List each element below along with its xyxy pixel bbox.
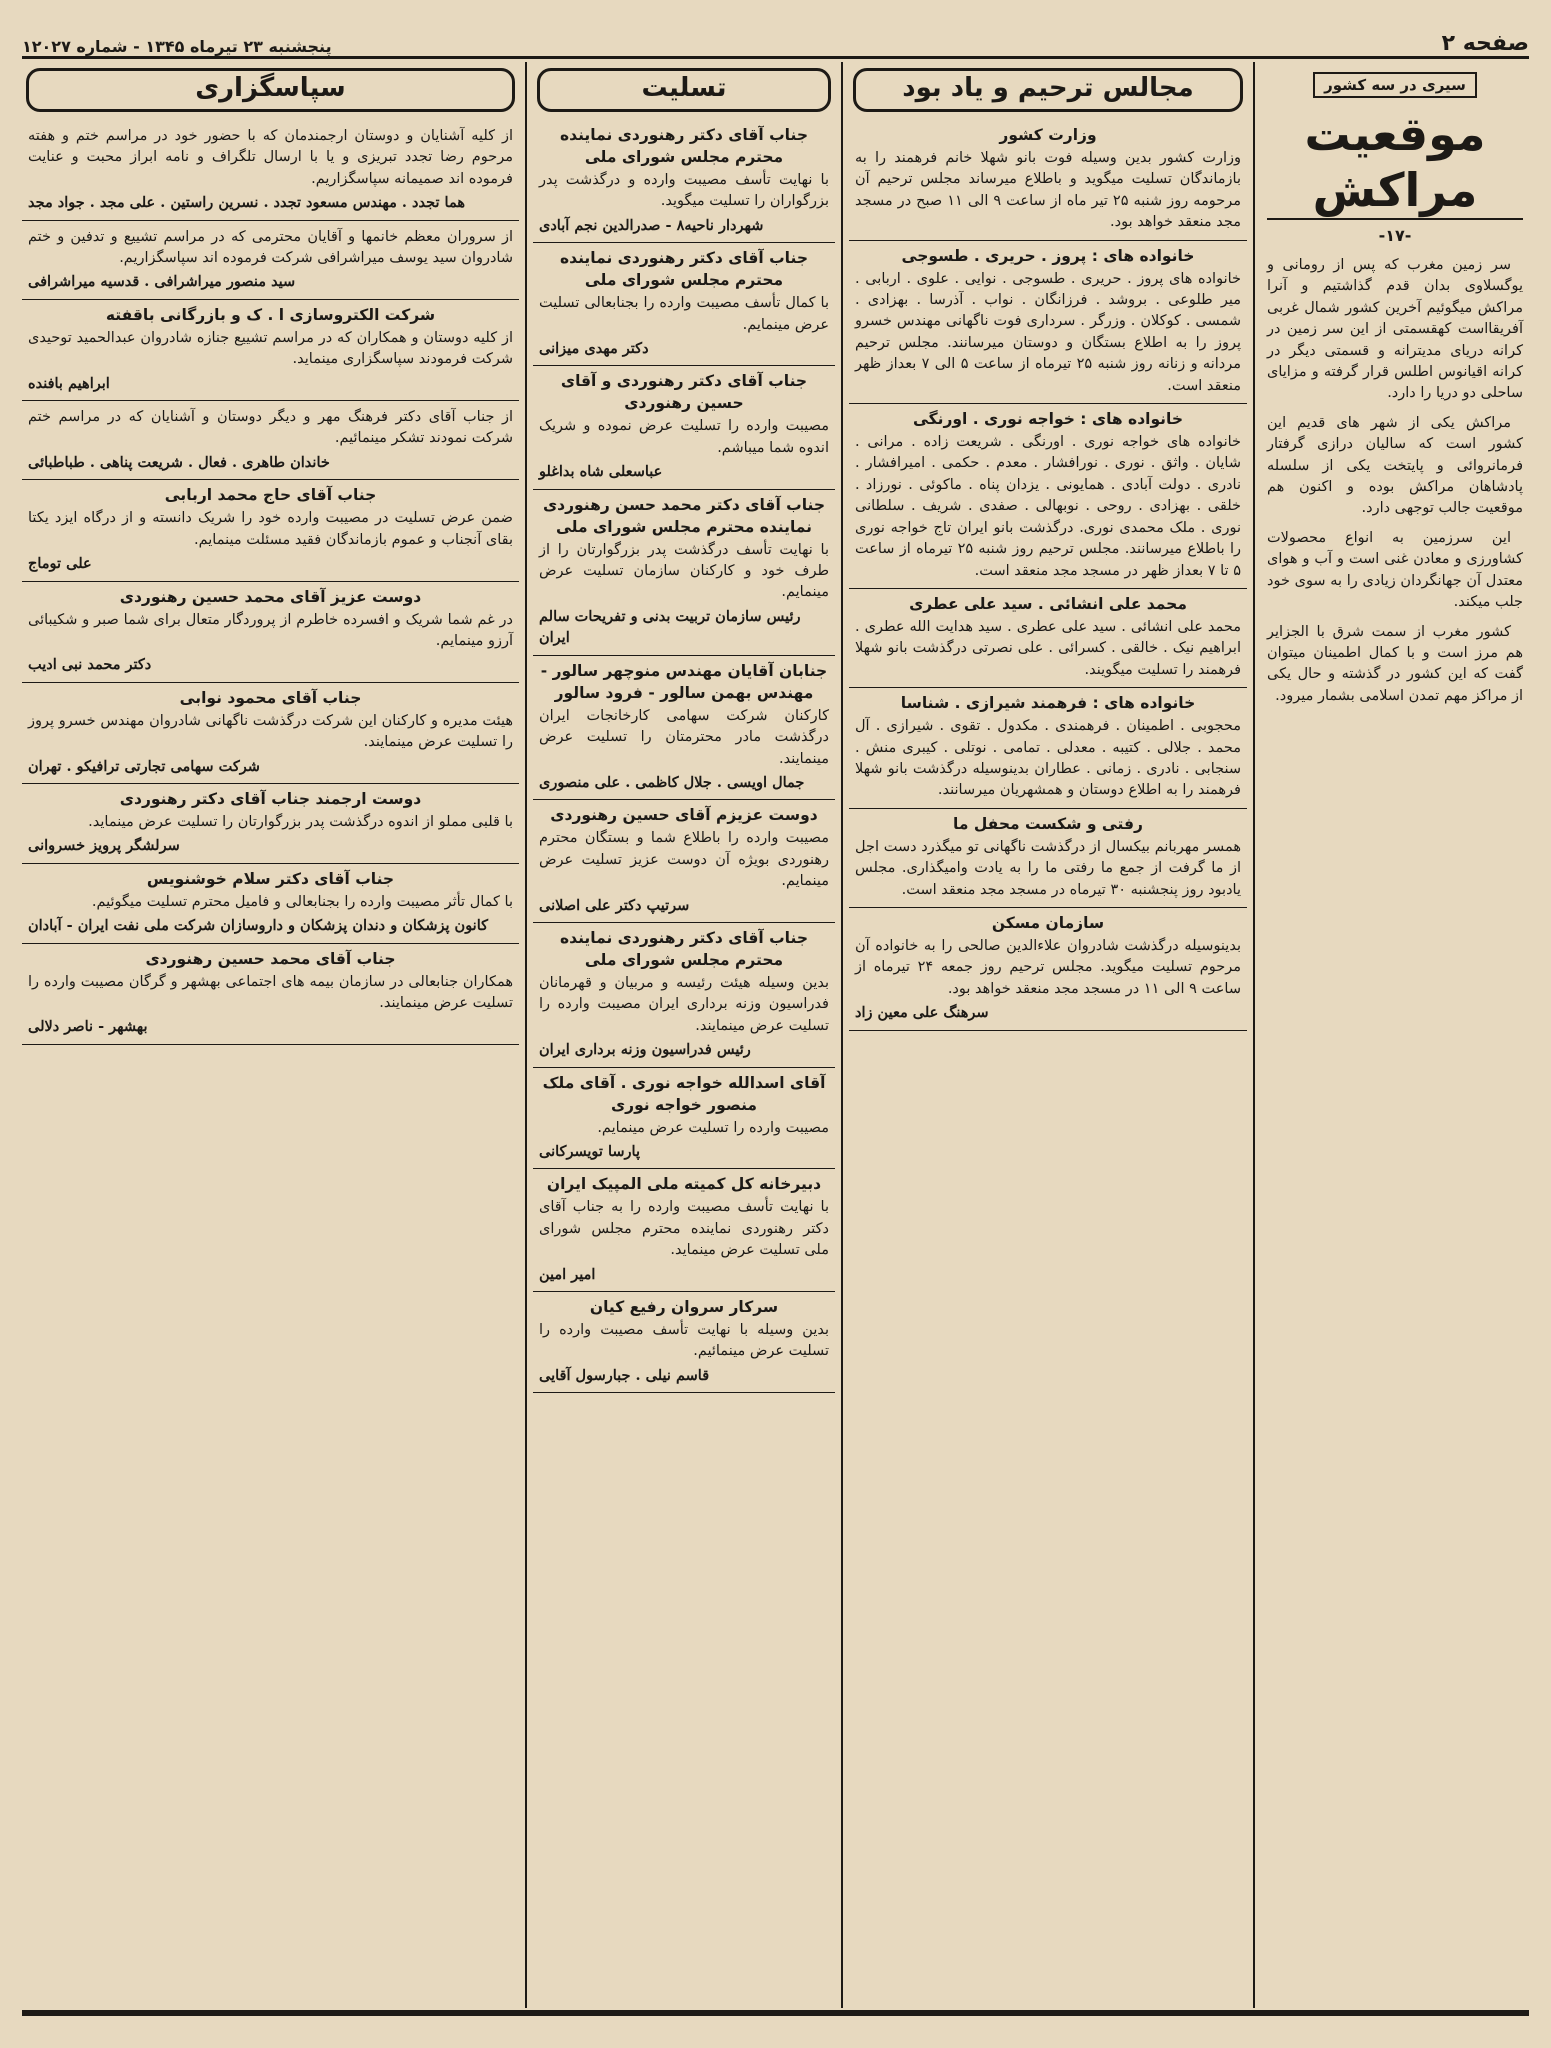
notice-title: سرکار سروان رفیع کیان — [589, 1298, 779, 1316]
thanks-notice — [22, 120, 519, 221]
article-title: موقعیت مراکش — [1267, 106, 1523, 220]
notice-signature: سرهنگ علی معین زاد — [855, 1004, 989, 1022]
thanks-notice — [22, 221, 519, 300]
condolence-notice — [533, 1169, 835, 1292]
page-header — [22, 20, 1529, 59]
condolence-column — [533, 62, 835, 2008]
notice-signature: سرلشگر پرویز خسروانی — [28, 837, 180, 855]
memorial-notice — [849, 688, 1247, 809]
condolence-notice — [533, 120, 835, 243]
notice-title: دبیرخانه کل کمیته ملی المپیک ایران — [546, 1175, 822, 1194]
notice-body: مصیبت وارده را باطلاع شما و بستگان محترم رهنوردی بویژه آن دوست عزیز تسلیت عرض مینمایم. — [539, 830, 829, 890]
notice-title: خانواده های : فرهمند شیرازی . شناسا — [900, 694, 1196, 713]
notice-signature: خاندان طاهری . فعال . شریعت پناهی . طباطبائی — [28, 453, 330, 471]
notice-title: شرکت الکتروسازی ا . ک و بازرگانی باقفته — [105, 305, 436, 324]
notice-title: سازمان مسکن — [991, 913, 1105, 932]
notice-body: محجوبی . اطمینان . فرهمندی . مکدول . تقوی . شیرازی . آل محمد . جلالی . کتیبه . معدلی . تمامی . نوتلی . کیبری منش . سنجابی . نادری . زمانی . عطاران بدینوسیله درگذشت بانو شهلا فرهمند را به اطلاع دوستان و همشهریان میرسانند. — [855, 718, 1241, 799]
notice-signature: دکتر محمد نبی ادیب — [28, 656, 152, 674]
notice-title: جناب آقای دکتر رهنوردی و آقای حسین رهنوردی — [560, 372, 808, 413]
notice-title: جناب آقای دکتر رهنوردی نماینده محترم مجلس شورای ملی — [560, 126, 808, 166]
condolence-notice — [533, 1292, 835, 1393]
thanks-notice — [22, 480, 519, 581]
notice-signature: علی توماج — [28, 555, 92, 573]
notice-title: خانواده های : پروز . حریری . طسوجی — [901, 246, 1195, 265]
notice-body: مصیبت وارده را تسلیت عرض مینمایم. — [597, 1119, 829, 1136]
article-column — [1261, 62, 1529, 2008]
notice-signature: قاسم نیلی . جبارسول آقایی — [539, 1366, 710, 1384]
notice-signature: دکتر مهدی میزانی — [539, 340, 649, 358]
notice-body: خانواده های پروز . حریری . طسوجی . نوایی . علوی . اربابی . میر طلوعی . بروشد . فرزانگان . نواب . آذرسا . بهزادی . شمسی . کوکلان . وزرگر . سرداری فوت ناگهانی مهندس خسرو پروز را به اطلاع بستگان و دوستان میرسانند. مجلس ترحیم مردانه و زنانه روز شنبه ۲۵ تیرماه از ساعت ۵ الی ۷ بعداز ظهر منعقد است. — [855, 270, 1241, 394]
article-paragraph: کشور مغرب از سمت شرق با الجزایر هم مرز است و با کمال اطمینان میتوان گفت که این کشور در گذشته و حال یکی از مراکز مهم تمدن اسلامی بشمار میرود. — [1267, 623, 1523, 704]
thanks-notice — [22, 300, 519, 401]
notice-title: جنابان آقایان مهندس منوچهر سالور - مهندس بهمن سالور - فرود سالور — [540, 661, 828, 702]
notice-body: با نهایت تأسف درگذشت پدر بزرگوارتان را از طرف خود و کارکنان سازمان تسلیت عرض مینمایم. — [539, 541, 829, 601]
notice-body: خانواده های خواجه نوری . اورنگی . شریعت زاده . مرانی . شایان . واثق . نوری . نورافشار . معدم . حکمی . امیرافشار . نادری . دولت آبادی . همایونی . یزدان پناه . ماکوئی . نورزاد . خلقی . بهزادی . روحی . نوبهالی . صفدی . شریف . سلطانی نوری . ملک محمدی نوری. درگذشت بانو ایران تاج خواجه نوری را باطلاع میرسانند. مجلس ترحیم روز شنبه ۲۵ تیرماه از ساعت ۵ تا ۷ بعداز ظهر در مسجد مجد منعقد است. — [855, 434, 1241, 579]
notice-body: کارکنان شرکت سهامی کارخانجات ایران درگذشت مادر محترمتان را تسلیت عرض مینمایند. — [539, 707, 829, 767]
notice-body: مصیبت وارده را تسلیت عرض نموده و شریک اندوه شما میباشم. — [539, 418, 829, 456]
notice-title: جناب آقای حاج محمد اربابی — [164, 486, 377, 505]
thanks-notice — [22, 582, 519, 683]
notice-body: ضمن عرض تسلیت در مصیبت وارده خود را شریک دانسته و از درگاه ایزد یکتا بقای آنجناب و عموم بازماندگان فقید مسئلت مینمایم. — [28, 510, 513, 548]
notice-title: جناب آقای محمد حسین رهنوردی — [145, 949, 396, 968]
thanks-column — [22, 62, 519, 2008]
memorial-notice — [849, 809, 1247, 908]
notice-body: با قلبی مملو از اندوه درگذشت پدر بزرگوارتان را تسلیت عرض مینماید. — [88, 813, 513, 830]
condolence-notice — [533, 656, 835, 801]
notice-signature: هما تجدد . مهندس مسعود تجدد . نسرین راستین . علی مجد . جواد مجد — [28, 194, 465, 212]
notice-body: با کمال تأسف مصیبت وارده را بجنابعالی تسلیت عرض مینمایم. — [539, 295, 829, 333]
notice-title: جناب آقای دکتر رهنوردی نماینده محترم مجلس شورای ملی — [560, 928, 808, 969]
notice-body: بدین وسیله با نهایت تأسف مصیبت وارده را تسلیت عرض مینمائیم. — [539, 1322, 829, 1360]
column-divider — [841, 62, 843, 2008]
notice-signature: شهردار ناحیه۸ - صدرالدین نجم آبادی — [539, 216, 764, 234]
column-divider — [525, 62, 527, 2008]
notice-title: جناب آقای محمود نوابی — [179, 688, 362, 707]
notice-body: محمد علی انشائی . سید علی عطری . سید هدایت الله عطری . ابراهیم نیک . خالقی . کسرائی . علی نصرتی درگذشت بانو شهلا فرهمند را تسلیت میگویند. — [855, 618, 1241, 678]
notice-title: محمد علی انشائی . سید علی عطری — [909, 594, 1187, 613]
notice-title: جناب آقای دکتر رهنوردی نماینده محترم مجلس شورای ملی — [560, 249, 808, 290]
notice-signature: پارسا تویسرکانی — [539, 1142, 641, 1160]
notice-signature: بهشهر - ناصر دلالی — [28, 1018, 148, 1036]
notice-title: رفتی و شکست محفل ما — [953, 814, 1143, 833]
notice-title: جناب آقای دکتر محمد حسن رهنوردی نماینده محترم مجلس شورای ملی — [542, 495, 826, 536]
thanks-banner: سپاسگزاری — [26, 68, 515, 112]
notice-signature: سید منصور میراشرافی . قدسیه میراشرافی — [28, 273, 296, 291]
condolence-notice — [533, 1068, 835, 1170]
notice-body: از کلیه دوستان و همکاران که در مراسم تشییع جنازه شادروان عبدالحمید توحیدی شرکت فرمودند سپاسگزاری مینماید. — [28, 329, 513, 368]
notice-signature: عباسعلی شاه بداغلو — [539, 463, 663, 481]
notice-signature: سرتیپ دکتر علی اصلانی — [539, 896, 690, 914]
notice-body: از سروران معظم خانمها و آقایان محترمی که در مراسم تشییع و تدفین و ختم شادروان سید یوسف میراشرافی شرکت فرموده اند سپاسگزاریم. — [28, 228, 513, 267]
article-paragraph: مراکش یکی از شهر های قدیم این کشور است که سالیان درازی گرفتار فرمانروائی و پایتخت یکی از سلسله پادشاهان مراکش بوده و اکنون هم موقعیت جالب توجهی دارد. — [1267, 414, 1523, 517]
notice-title: خانواده های : خواجه نوری . اورنگی — [912, 410, 1183, 429]
memorial-notice — [849, 404, 1247, 589]
notice-body: وزارت کشور بدین وسیله فوت بانو شهلا خانم فرهمند را به بازماندگان تسلیت میگوید و باطلاع میرساند مجلس ترحیم آن مرحومه روز شنبه ۲۵ تیر ماه از ساعت ۹ الی ۱۱ صبح در مسجد مجد منعقد خواهد بود. — [855, 150, 1241, 231]
memorial-notice — [849, 908, 1247, 1031]
article-paragraph: سر زمین مغرب که پس از رومانی و یوگسلاوی بدان قدم گذاشتیم و آنرا مراکش میگوئیم آخرین کشور شمال غربی آفریقااست کهقسمتی از این سر زمین در کرانه دریای مدیترانه و قسمتی دیگر در کرانه اقیانوس اطلس قرار گرفته و مزایای ساحلی دو دریا را دارد. — [1267, 257, 1523, 402]
notice-body: با نهایت تأسف مصیبت وارده و درگذشت پدر بزرگواران را تسلیت میگوید. — [539, 172, 829, 210]
page-number: صفحه ۲ — [1441, 31, 1529, 56]
notice-signature: ابراهیم بافنده — [28, 374, 110, 392]
notice-body: از کلیه آشنایان و دوستان ارجمندمان که با حضور خود در مراسم ختم و هفته مرحوم رضا تجدد تبریزی و یا با ارسال تلگراف و نامه ابراز محبت و عنایت فرموده اند صمیمانه سپاسگزاریم. — [28, 128, 513, 187]
notice-title: دوست عزیزم آقای حسین رهنوردی — [550, 806, 818, 825]
article-series-number: -۱۷- — [1378, 226, 1412, 245]
article-paragraph: این سرزمین به انواع محصولات کشاورزی و معادن غنی است و آب و هوای معتدل آن جهانگردان زیادی را به سوی خود جلب میکند. — [1267, 529, 1523, 611]
condolence-notice — [533, 800, 835, 923]
notice-title: دوست ارجمند جناب آقای دکتر رهنوردی — [119, 789, 422, 808]
notice-body: با کمال تأثر مصیبت وارده را بجنابعالی و فامیل محترم تسلیت میگوئیم. — [91, 893, 513, 910]
notice-title: آقای اسدالله خواجه نوری . آقای ملک منصور خواجه نوری — [542, 1073, 826, 1114]
notice-signature: کانون پزشکان و دندان پزشکان و داروسازان شرکت ملی نفت ایران - آبادان — [28, 917, 489, 935]
memorial-notice — [849, 120, 1247, 241]
memorial-banner: مجالس ترحیم و یاد بود — [853, 68, 1243, 112]
condolence-notice — [533, 366, 835, 489]
thanks-notice — [22, 401, 519, 480]
thanks-notice — [22, 944, 519, 1045]
notice-signature: رئیس فدراسیون وزنه برداری ایران — [539, 1041, 751, 1059]
notice-title: دوست عزیز آقای محمد حسین رهنوردی — [119, 587, 422, 606]
thanks-notice — [22, 864, 519, 944]
notice-body: در غم شما شریک و افسرده خاطرم از پروردگار متعال برای شما صبر و شکیبائی آرزو مینمایم. — [28, 611, 513, 649]
notice-body: همسر مهربانم بیکسال از درگذشت ناگهانی تو میگذرد دست اجل از ما گرفت از جمع ما رفتی ما را به یادت وامیگذاری. مجلس یادبود روز پنجشنبه ۳۰ تیرماه در مسجد مجد منعقد است. — [855, 838, 1241, 898]
notice-body: بدین وسیله هیئت رئیسه و مربیان و قهرمانان فدراسیون وزنه برداری ایران مصیبت وارده را تسلیت عرض مینمایند. — [539, 974, 829, 1034]
memorial-column — [849, 62, 1247, 2008]
notice-body: از جناب آقای دکتر فرهنگ مهر و دیگر دوستان و آشنایان که در مراسم ختم شرکت نمودند تشکر مینمائیم. — [28, 409, 513, 447]
memorial-notice — [849, 241, 1247, 404]
notice-signature: جمال اویسی . جلال کاظمی . علی منصوری — [539, 773, 805, 791]
thanks-notice — [22, 784, 519, 864]
condolence-banner: تسلیت — [537, 68, 831, 112]
notice-body: بدینوسیله درگذشت شادروان علاءالدین صالحی را به خانواده آن مرحوم تسلیت میگوید. مجلس ترحیم روز جمعه ۲۴ تیرماه از ساعت ۹ الی ۱۱ در مسجد مجد منعقد خواهد بود. — [855, 937, 1241, 997]
notice-title: وزارت کشور — [999, 126, 1097, 144]
condolence-notice — [533, 243, 835, 366]
issue-date-line: پنجشنبه ۲۳ تیرماه ۱۳۴۵ - شماره ۱۲۰۲۷ — [22, 37, 332, 56]
notice-body: همکاران جنابعالی در سازمان بیمه های اجتماعی بهشهر و گرگان مصیبت وارده را تسلیت عرض مینمایند. — [28, 973, 513, 1011]
condolence-notice — [533, 923, 835, 1068]
condolence-notice — [533, 490, 835, 656]
column-divider — [1253, 62, 1255, 2008]
notice-signature: امیر امین — [539, 1265, 596, 1283]
notice-signature: رئیس سازمان تربیت بدنی و تفریحات سالم ایران — [539, 607, 801, 647]
page-footer-rule — [22, 2010, 1529, 2026]
notice-signature: شرکت سهامی تجارتی ترافیکو . تهران — [28, 757, 260, 775]
notice-title: جناب آقای دکتر سلام خوشنویس — [146, 869, 395, 888]
notice-body: با نهایت تأسف مصیبت وارده را به جناب آقای دکتر رهنوردی نماینده محترم مجلس شورای ملی تسلیت عرض مینماید. — [539, 1199, 829, 1259]
thanks-notice — [22, 683, 519, 784]
article-kicker: سیری در سه کشور — [1313, 72, 1478, 98]
notice-body: هیئت مدیره و کارکنان این شرکت درگذشت ناگهانی شادروان مهندس خسرو پروز را تسلیت عرض مینمایند. — [28, 712, 513, 751]
memorial-notice — [849, 589, 1247, 688]
